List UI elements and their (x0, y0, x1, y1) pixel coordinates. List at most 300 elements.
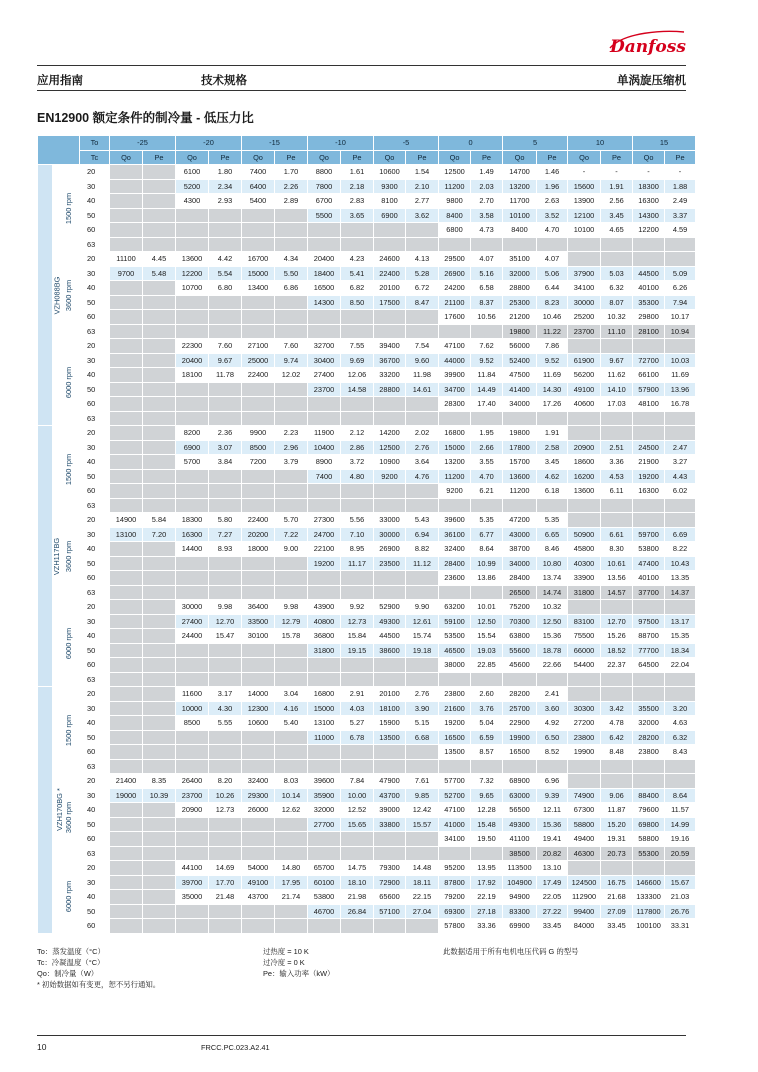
pe-cell: 7.94 (665, 295, 696, 310)
pe-cell: 11.98 (406, 368, 439, 383)
pe-cell: 6.69 (665, 527, 696, 542)
pe-cell: 33.31 (665, 919, 696, 934)
qo-cell: 24600 (374, 252, 406, 267)
pe-cell (209, 223, 242, 238)
qo-cell: 27300 (308, 513, 341, 528)
pe-cell (143, 832, 176, 847)
qo-cell: 18600 (568, 455, 601, 470)
pe-cell (406, 846, 439, 861)
pe-cell: 19.31 (601, 832, 633, 847)
page-title: EN12900 额定条件的制冷量 - 低压力比 (37, 111, 254, 125)
pe-cell: 2.86 (341, 440, 374, 455)
pe-cell (143, 600, 176, 615)
pe-cell: 21.68 (601, 890, 633, 905)
pe-cell: 5.28 (406, 266, 439, 281)
qo-cell: 12100 (568, 208, 601, 223)
qo-cell (633, 237, 665, 252)
table-row (38, 353, 696, 368)
pe-cell: 15.36 (537, 629, 568, 644)
table-row (38, 281, 696, 296)
qo-cell: 15000 (439, 440, 471, 455)
pe-cell: 5.41 (341, 266, 374, 281)
qo-cell (110, 353, 143, 368)
pe-cell (601, 672, 633, 687)
pe-cell (209, 310, 242, 325)
pe-cell (209, 411, 242, 426)
rpm-value: 6000 rpm (64, 366, 74, 398)
pe-cell: 12.61 (406, 614, 439, 629)
qo-cell (568, 759, 601, 774)
to-value: 10 (568, 136, 633, 151)
pe-cell: 9.98 (209, 600, 242, 615)
qo-cell (110, 730, 143, 745)
qo-cell (633, 339, 665, 354)
pe-cell: 5.03 (601, 266, 633, 281)
pe-cell: 3.60 (537, 701, 568, 716)
qo-cell (110, 817, 143, 832)
qo-cell (176, 919, 209, 934)
qo-cell: 69900 (503, 919, 537, 934)
qo-cell: 15000 (308, 701, 341, 716)
qo-cell: 14700 (503, 165, 537, 180)
pe-cell (209, 846, 242, 861)
tc-label: Tc (80, 150, 110, 165)
pe-cell: 12.73 (209, 803, 242, 818)
pe-cell: 8.43 (665, 745, 696, 760)
qo-cell: 52700 (439, 788, 471, 803)
tc-value: 40 (80, 542, 110, 557)
qo-cell (242, 658, 275, 673)
pe-cell: 11.87 (601, 803, 633, 818)
to-value: 0 (439, 136, 503, 151)
qo-cell: 16500 (308, 281, 341, 296)
qo-cell: 11900 (308, 426, 341, 441)
qo-cell (374, 310, 406, 325)
pe-cell: 3.55 (471, 455, 503, 470)
pe-cell: 5.50 (275, 266, 308, 281)
pe-cell: 5.70 (275, 513, 308, 528)
table-row (38, 730, 696, 745)
pe-cell (143, 194, 176, 209)
qo-cell (176, 469, 209, 484)
tc-value: 30 (80, 266, 110, 281)
footnote-qo: Qo：制冷量（W） (37, 969, 99, 978)
pe-cell: 12.70 (209, 614, 242, 629)
pe-cell: 15.65 (341, 817, 374, 832)
pe-cell: 15.36 (537, 817, 568, 832)
qo-cell: 28100 (633, 324, 665, 339)
table-row (38, 266, 696, 281)
pe-cell: 18.11 (406, 875, 439, 890)
pe-cell (601, 498, 633, 513)
pe-cell: 2.10 (406, 179, 439, 194)
qo-cell: 29300 (242, 788, 275, 803)
qo-cell: 13500 (439, 745, 471, 760)
qo-cell (176, 324, 209, 339)
qo-cell: 69800 (633, 817, 665, 832)
qo-cell: 13600 (503, 469, 537, 484)
qo-cell: 19200 (633, 469, 665, 484)
qo-cell: 13500 (374, 730, 406, 745)
qo-cell: 27100 (242, 339, 275, 354)
pe-cell (209, 484, 242, 499)
table-row (38, 701, 696, 716)
to-value: -15 (242, 136, 308, 151)
qo-cell: 19000 (110, 788, 143, 803)
qo-cell (242, 397, 275, 412)
capacity-table (37, 135, 696, 934)
pe-cell: 8.64 (471, 542, 503, 557)
pe-cell (143, 890, 176, 905)
pe-cell: 6.82 (341, 281, 374, 296)
qo-cell (176, 658, 209, 673)
pe-cell: 2.91 (341, 687, 374, 702)
pe-cell: 10.61 (601, 556, 633, 571)
qo-cell (110, 484, 143, 499)
pe-cell: 10.39 (143, 788, 176, 803)
pe-cell (406, 237, 439, 252)
pe-cell: 26.84 (341, 904, 374, 919)
qo-cell: 11100 (110, 252, 143, 267)
qo-cell (176, 382, 209, 397)
qo-cell: 113500 (503, 861, 537, 876)
qo-cell: 35300 (633, 295, 665, 310)
qo-cell: 43000 (503, 527, 537, 542)
rpm-label (53, 426, 80, 513)
pe-cell (209, 556, 242, 571)
pe-cell: 7.84 (341, 774, 374, 789)
tc-value: 50 (80, 382, 110, 397)
qo-cell: 64500 (633, 658, 665, 673)
table-row (38, 368, 696, 383)
qo-cell: 9200 (439, 484, 471, 499)
pe-cell (275, 484, 308, 499)
pe-cell: 9.52 (537, 353, 568, 368)
qo-cell (633, 672, 665, 687)
qo-cell (633, 600, 665, 615)
pe-cell: 14.80 (275, 861, 308, 876)
pe-cell: 19.16 (665, 832, 696, 847)
pe-cell: 2.93 (209, 194, 242, 209)
page-number: 10 (37, 1042, 47, 1052)
pe-cell: 9.74 (275, 353, 308, 368)
pe-cell: 22.05 (537, 890, 568, 905)
pe-cell (275, 208, 308, 223)
qo-cell: 12200 (176, 266, 209, 281)
qo-cell: 59100 (439, 614, 471, 629)
model-label (38, 165, 62, 426)
table-row (38, 469, 696, 484)
qo-cell: 52400 (503, 353, 537, 368)
qo-cell (242, 556, 275, 571)
table-row (38, 411, 696, 426)
pe-label: Pe (537, 150, 568, 165)
tc-value: 50 (80, 295, 110, 310)
qo-cell: 46500 (439, 643, 471, 658)
pe-cell (341, 658, 374, 673)
qo-cell: 47100 (439, 803, 471, 818)
pe-cell: 6.80 (209, 281, 242, 296)
pe-cell (143, 498, 176, 513)
qo-cell (633, 759, 665, 774)
qo-cell (374, 237, 406, 252)
qo-cell (568, 237, 601, 252)
qo-cell: 88700 (633, 629, 665, 644)
pe-cell: 2.47 (665, 440, 696, 455)
pe-cell: 4.92 (537, 716, 568, 731)
qo-cell: 23700 (308, 382, 341, 397)
qo-cell: 21900 (633, 455, 665, 470)
qo-cell (633, 498, 665, 513)
table-row (38, 672, 696, 687)
pe-cell: 2.34 (209, 179, 242, 194)
qo-cell: 46300 (568, 846, 601, 861)
pe-cell: 1.88 (665, 179, 696, 194)
qo-cell: 12500 (374, 440, 406, 455)
pe-cell: 8.30 (601, 542, 633, 557)
table-row (38, 223, 696, 238)
pe-cell: 5.06 (537, 266, 568, 281)
qo-cell: 28400 (439, 556, 471, 571)
pe-cell: 1.61 (341, 165, 374, 180)
pe-cell: 8.35 (143, 774, 176, 789)
tc-value: 63 (80, 498, 110, 513)
qo-cell: 23500 (374, 556, 406, 571)
qo-cell: 58800 (633, 832, 665, 847)
pe-cell (406, 223, 439, 238)
pe-cell: 8.03 (275, 774, 308, 789)
pe-cell (143, 237, 176, 252)
pe-cell (406, 832, 439, 847)
qo-cell (110, 904, 143, 919)
qo-cell: 27400 (308, 368, 341, 383)
qo-cell (176, 223, 209, 238)
qo-cell: 75500 (568, 629, 601, 644)
pe-cell: 7.22 (275, 527, 308, 542)
pe-cell (275, 571, 308, 586)
qo-cell: 47400 (633, 556, 665, 571)
qo-cell: 112900 (568, 890, 601, 905)
qo-cell: 63000 (503, 788, 537, 803)
qo-cell (568, 411, 601, 426)
pe-cell: 4.80 (341, 469, 374, 484)
pe-cell: 22.04 (665, 658, 696, 673)
table-row (38, 513, 696, 528)
qo-cell (242, 672, 275, 687)
pe-cell: 7.61 (406, 774, 439, 789)
pe-cell: 9.90 (406, 600, 439, 615)
pe-cell (471, 672, 503, 687)
pe-cell: 4.65 (601, 223, 633, 238)
qo-cell (633, 426, 665, 441)
pe-cell (143, 339, 176, 354)
table-row (38, 455, 696, 470)
qo-cell: 33500 (242, 614, 275, 629)
qo-cell (110, 179, 143, 194)
pe-cell: 18.34 (665, 643, 696, 658)
qo-cell (568, 861, 601, 876)
pe-cell (275, 498, 308, 513)
qo-cell (374, 571, 406, 586)
pe-cell: 3.36 (601, 455, 633, 470)
pe-cell: 8.20 (209, 774, 242, 789)
qo-cell: 15000 (242, 266, 275, 281)
qo-cell: 10900 (374, 455, 406, 470)
pe-cell (143, 368, 176, 383)
qo-cell (374, 484, 406, 499)
pe-cell: 14.69 (209, 861, 242, 876)
qo-cell: 23700 (176, 788, 209, 803)
qo-cell: 45600 (503, 658, 537, 673)
qo-cell: 26900 (374, 542, 406, 557)
pe-cell (143, 310, 176, 325)
pe-cell: 4.63 (665, 716, 696, 731)
tc-value: 63 (80, 411, 110, 426)
qo-cell: 17800 (503, 440, 537, 455)
qo-cell (110, 846, 143, 861)
qo-cell (242, 324, 275, 339)
tc-value: 30 (80, 614, 110, 629)
qo-cell (308, 571, 341, 586)
qo-cell (176, 237, 209, 252)
pe-cell: 5.55 (209, 716, 242, 731)
qo-cell: 13400 (242, 281, 275, 296)
qo-cell: 5700 (176, 455, 209, 470)
pe-cell (209, 585, 242, 600)
qo-cell (176, 556, 209, 571)
pe-label: Pe (471, 150, 503, 165)
pe-cell: 9.60 (406, 353, 439, 368)
qo-cell: 44000 (439, 353, 471, 368)
pe-cell (209, 469, 242, 484)
pe-cell (209, 832, 242, 847)
pe-cell: 15.48 (471, 817, 503, 832)
pe-cell (406, 310, 439, 325)
qo-cell (176, 208, 209, 223)
qo-cell: 40100 (633, 281, 665, 296)
pe-cell: 17.26 (537, 397, 568, 412)
pe-cell: 9.39 (537, 788, 568, 803)
tc-value: 30 (80, 788, 110, 803)
qo-cell: 27200 (568, 716, 601, 731)
pe-cell (143, 875, 176, 890)
pe-cell: 22.85 (471, 658, 503, 673)
qo-cell: 47500 (503, 368, 537, 383)
pe-cell (275, 846, 308, 861)
qo-cell: - (568, 165, 601, 180)
to-value: 15 (633, 136, 696, 151)
header-left: 应用指南 (37, 75, 83, 87)
pe-cell (341, 411, 374, 426)
qo-cell: 65600 (374, 890, 406, 905)
rpm-label (53, 339, 80, 426)
qo-cell: 24200 (439, 281, 471, 296)
pe-cell: 3.72 (341, 455, 374, 470)
to-value: -10 (308, 136, 374, 151)
pe-cell: 20.82 (537, 846, 568, 861)
pe-cell (275, 223, 308, 238)
qo-cell (633, 861, 665, 876)
pe-cell: 7.20 (143, 527, 176, 542)
pe-cell (209, 672, 242, 687)
qo-cell: 19200 (439, 716, 471, 731)
qo-cell (176, 672, 209, 687)
qo-cell (176, 730, 209, 745)
pe-cell (601, 252, 633, 267)
qo-cell: 100100 (633, 919, 665, 934)
pe-cell (143, 223, 176, 238)
tc-value: 50 (80, 730, 110, 745)
pe-cell: 2.56 (601, 194, 633, 209)
qo-cell: 14400 (176, 542, 209, 557)
qo-cell: 32000 (308, 803, 341, 818)
qo-cell: 38000 (439, 658, 471, 673)
pe-cell: 6.94 (406, 527, 439, 542)
pe-cell: 4.70 (471, 469, 503, 484)
pe-cell: 14.58 (341, 382, 374, 397)
qo-cell: 11200 (503, 484, 537, 499)
pe-cell: 6.68 (406, 730, 439, 745)
tc-value: 30 (80, 440, 110, 455)
qo-cell (439, 324, 471, 339)
pe-cell: 14.10 (601, 382, 633, 397)
pe-cell: 4.23 (341, 252, 374, 267)
qo-cell (110, 658, 143, 673)
pe-cell: 4.03 (341, 701, 374, 716)
qo-cell: 35100 (503, 252, 537, 267)
pe-cell: 2.23 (275, 426, 308, 441)
qo-cell: 47200 (503, 513, 537, 528)
qo-cell: 55300 (633, 846, 665, 861)
table-row (38, 919, 696, 934)
pe-cell: 3.37 (665, 208, 696, 223)
qo-cell: 7200 (242, 455, 275, 470)
tc-value: 20 (80, 774, 110, 789)
qo-cell: 11200 (439, 179, 471, 194)
pe-cell (143, 411, 176, 426)
qo-cell (374, 672, 406, 687)
qo-cell: 36400 (242, 600, 275, 615)
pe-cell: 2.77 (406, 194, 439, 209)
pe-cell (143, 904, 176, 919)
qo-cell (308, 237, 341, 252)
qo-cell: 33900 (568, 571, 601, 586)
qo-cell: 15900 (374, 716, 406, 731)
pe-cell: 10.00 (341, 788, 374, 803)
pe-cell: 15.57 (406, 817, 439, 832)
rpm-value: 1500 rpm (64, 192, 74, 224)
qo-cell: 18000 (242, 542, 275, 557)
pe-cell: 4.30 (209, 701, 242, 716)
qo-cell: 39600 (308, 774, 341, 789)
qo-cell: 35000 (176, 890, 209, 905)
qo-cell (176, 295, 209, 310)
pe-cell: 14.37 (665, 585, 696, 600)
pe-cell: 3.64 (406, 455, 439, 470)
tc-value: 63 (80, 846, 110, 861)
pe-cell: 5.43 (406, 513, 439, 528)
pe-cell (275, 817, 308, 832)
tc-value: 60 (80, 658, 110, 673)
pe-cell: 16.78 (665, 397, 696, 412)
pe-cell: 12.11 (537, 803, 568, 818)
qo-cell: 133300 (633, 890, 665, 905)
table-row (38, 194, 696, 209)
pe-cell: 2.49 (665, 194, 696, 209)
qo-cell: 9700 (110, 266, 143, 281)
qo-cell: 34700 (439, 382, 471, 397)
pe-cell (143, 716, 176, 731)
